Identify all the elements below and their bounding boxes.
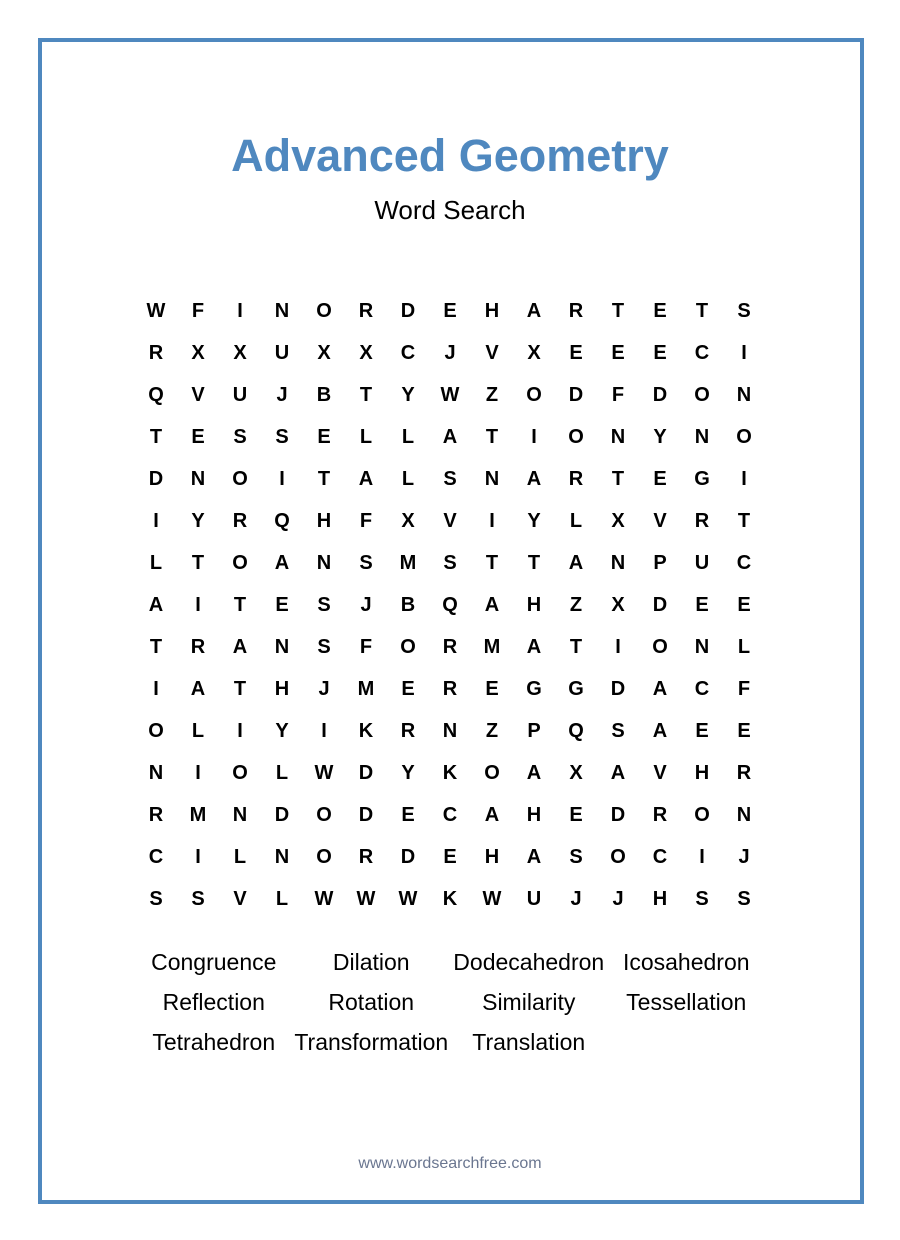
grid-letter: L — [233, 845, 247, 868]
grid-letter: O — [400, 635, 416, 658]
grid-letter: S — [317, 635, 331, 658]
grid-letter: F — [191, 299, 205, 322]
word-list — [135, 942, 765, 1062]
grid-letter: X — [191, 341, 205, 364]
grid-letter: A — [610, 761, 626, 784]
grid-row — [135, 542, 765, 584]
grid-letter: X — [611, 509, 625, 532]
grid-letter: W — [482, 887, 502, 910]
grid-letter: X — [359, 341, 373, 364]
grid-letter: W — [398, 887, 418, 910]
grid-letter: O — [316, 299, 332, 322]
grid-letter: D — [358, 761, 374, 784]
grid-letter: N — [736, 803, 752, 826]
grid-letter: R — [442, 677, 458, 700]
grid-letter: T — [191, 551, 205, 574]
grid-letter: A — [526, 467, 542, 490]
grid-letter: F — [359, 635, 373, 658]
grid-letter: E — [317, 425, 331, 448]
grid-letter: D — [358, 803, 374, 826]
grid-letter: N — [190, 467, 206, 490]
grid-letter: N — [274, 299, 290, 322]
grid-letter: N — [148, 761, 164, 784]
grid-letter: L — [401, 467, 415, 490]
grid-letter: O — [610, 845, 626, 868]
word-item: Transformation — [294, 1029, 449, 1055]
grid-letter: I — [195, 761, 201, 784]
grid-letter: T — [485, 551, 499, 574]
grid-letter: S — [611, 719, 625, 742]
grid-letter: S — [695, 887, 709, 910]
grid-letter: N — [274, 845, 290, 868]
grid-letter: A — [652, 677, 668, 700]
grid-letter: G — [526, 677, 542, 700]
grid-row — [135, 752, 765, 794]
grid-letter: L — [191, 719, 205, 742]
grid-letter: V — [443, 509, 457, 532]
grid-letter: R — [400, 719, 416, 742]
grid-letter: S — [737, 299, 751, 322]
grid-row — [135, 836, 765, 878]
grid-letter: N — [694, 635, 710, 658]
grid-letter: P — [653, 551, 667, 574]
grid-letter: R — [652, 803, 668, 826]
grid-letter: Z — [569, 593, 583, 616]
grid-row — [135, 794, 765, 836]
grid-letter: T — [149, 425, 163, 448]
grid-letter: S — [569, 845, 583, 868]
grid-letter: E — [401, 677, 415, 700]
grid-letter: P — [527, 719, 541, 742]
grid-letter: C — [652, 845, 668, 868]
grid-letter: T — [737, 509, 751, 532]
grid-letter: T — [233, 677, 247, 700]
grid-letter: T — [569, 635, 583, 658]
word-item: Tetrahedron — [152, 1029, 276, 1055]
grid-letter: E — [737, 719, 751, 742]
word-item: Icosahedron — [622, 949, 750, 975]
grid-letter: H — [274, 677, 290, 700]
grid-letter: J — [570, 887, 582, 910]
grid-letter: I — [321, 719, 327, 742]
grid-letter: H — [694, 761, 710, 784]
word-item: Congruence — [151, 949, 277, 975]
grid-letter: R — [232, 509, 248, 532]
grid-letter: L — [359, 425, 373, 448]
grid-letter: A — [148, 593, 164, 616]
grid-letter: I — [615, 635, 621, 658]
grid-letter: X — [569, 761, 583, 784]
grid-letter: U — [526, 887, 542, 910]
word-list-row — [135, 982, 765, 1022]
page-subtitle: Word Search — [374, 195, 526, 225]
grid-row — [135, 458, 765, 500]
grid-letter: E — [485, 677, 499, 700]
grid-letter: N — [610, 551, 626, 574]
grid-letter: E — [653, 467, 667, 490]
grid-letter: J — [738, 845, 750, 868]
grid-letter: C — [736, 551, 752, 574]
grid-letter: A — [484, 803, 500, 826]
grid-letter: D — [148, 467, 164, 490]
grid-letter: D — [568, 383, 584, 406]
grid-letter: T — [695, 299, 709, 322]
grid-letter: E — [569, 803, 583, 826]
grid-letter: A — [232, 635, 248, 658]
grid-letter: I — [237, 719, 243, 742]
grid-letter: A — [526, 635, 542, 658]
grid-letter: N — [274, 635, 290, 658]
grid-row — [135, 626, 765, 668]
grid-letter: O — [652, 635, 668, 658]
word-list-row — [135, 1022, 765, 1062]
grid-letter: A — [568, 551, 584, 574]
grid-letter: W — [356, 887, 376, 910]
grid-letter: S — [191, 887, 205, 910]
grid-letter: E — [737, 593, 751, 616]
grid-letter: K — [442, 761, 458, 784]
grid-letter: A — [442, 425, 458, 448]
grid-letter: W — [314, 887, 334, 910]
grid-letter: Q — [274, 509, 290, 532]
grid-letter: D — [400, 845, 416, 868]
grid-letter: R — [358, 299, 374, 322]
grid-letter: J — [444, 341, 456, 364]
grid-letter: T — [359, 383, 373, 406]
grid-letter: X — [527, 341, 541, 364]
grid-letter: J — [276, 383, 288, 406]
grid-letter: Q — [148, 383, 164, 406]
grid-letter: L — [737, 635, 751, 658]
word-list-row — [135, 942, 765, 982]
grid-letter: S — [149, 887, 163, 910]
grid-row — [135, 710, 765, 752]
grid-letter: W — [440, 383, 460, 406]
grid-letter: K — [442, 887, 458, 910]
grid-letter: N — [442, 719, 458, 742]
grid-letter: U — [274, 341, 290, 364]
grid-letter: R — [190, 635, 206, 658]
grid-letter: X — [611, 593, 625, 616]
grid-letter: A — [484, 593, 500, 616]
grid-letter: A — [358, 467, 374, 490]
grid-letter: J — [318, 677, 330, 700]
grid-letter: B — [316, 383, 332, 406]
grid-letter: J — [612, 887, 624, 910]
word-item: Translation — [472, 1029, 586, 1055]
grid-letter: I — [741, 467, 747, 490]
grid-letter: A — [526, 845, 542, 868]
grid-letter: F — [611, 383, 625, 406]
grid-letter: Z — [485, 383, 499, 406]
grid-letter: E — [611, 341, 625, 364]
page-title: Advanced Geometry — [231, 130, 669, 181]
grid-letter: O — [526, 383, 542, 406]
grid-letter: C — [400, 341, 416, 364]
grid-letter: O — [148, 719, 164, 742]
grid-letter: K — [358, 719, 374, 742]
grid-letter: E — [653, 299, 667, 322]
grid-letter: O — [232, 551, 248, 574]
word-item: Similarity — [482, 989, 576, 1015]
word-item: Rotation — [328, 989, 415, 1015]
grid-letter: D — [610, 677, 626, 700]
grid-row — [135, 332, 765, 374]
grid-letter: T — [527, 551, 541, 574]
grid-letter: R — [736, 761, 752, 784]
grid-letter: O — [316, 803, 332, 826]
grid-letter: E — [275, 593, 289, 616]
grid-letter: F — [737, 677, 751, 700]
grid-letter: I — [153, 677, 159, 700]
grid-letter: Y — [653, 425, 667, 448]
grid-letter: D — [274, 803, 290, 826]
grid-row — [135, 374, 765, 416]
grid-letter: Q — [442, 593, 458, 616]
grid-letter: L — [149, 551, 163, 574]
grid-letter: C — [694, 677, 710, 700]
grid-letter: H — [316, 509, 332, 532]
grid-row — [135, 878, 765, 920]
grid-letter: M — [357, 677, 375, 700]
grid-letter: O — [694, 383, 710, 406]
grid-letter: D — [610, 803, 626, 826]
grid-letter: U — [232, 383, 248, 406]
grid-letter: I — [195, 845, 201, 868]
grid-letter: C — [442, 803, 458, 826]
grid-letter: A — [526, 761, 542, 784]
grid-letter: R — [148, 341, 164, 364]
grid-letter: E — [443, 299, 457, 322]
grid-letter: V — [233, 887, 247, 910]
grid-letter: G — [568, 677, 584, 700]
grid-letter: B — [400, 593, 416, 616]
grid-letter: T — [317, 467, 331, 490]
grid-row — [135, 500, 765, 542]
grid-letter: E — [191, 425, 205, 448]
grid-letter: A — [274, 551, 290, 574]
letter-grid — [135, 290, 765, 920]
grid-letter: O — [232, 761, 248, 784]
grid-letter: R — [694, 509, 710, 532]
grid-letter: N — [316, 551, 332, 574]
grid-letter: V — [653, 509, 667, 532]
grid-letter: R — [568, 467, 584, 490]
grid-letter: H — [652, 887, 668, 910]
grid-letter: D — [400, 299, 416, 322]
grid-letter: I — [531, 425, 537, 448]
grid-letter: Q — [568, 719, 584, 742]
grid-letter: Y — [191, 509, 205, 532]
grid-row — [135, 584, 765, 626]
grid-letter: M — [189, 803, 207, 826]
grid-row — [135, 290, 765, 332]
grid-letter: R — [442, 635, 458, 658]
grid-letter: T — [485, 425, 499, 448]
grid-letter: D — [652, 383, 668, 406]
footer-url: www.wordsearchfree.com — [358, 1155, 542, 1172]
grid-letter: E — [653, 341, 667, 364]
grid-letter: L — [275, 887, 289, 910]
grid-letter: N — [736, 383, 752, 406]
grid-letter: E — [401, 803, 415, 826]
grid-letter: R — [358, 845, 374, 868]
grid-row — [135, 668, 765, 710]
grid-letter: R — [148, 803, 164, 826]
word-item: Tessellation — [626, 989, 747, 1015]
grid-letter: R — [568, 299, 584, 322]
grid-letter: I — [279, 467, 285, 490]
grid-letter: T — [233, 593, 247, 616]
grid-letter: Z — [485, 719, 499, 742]
grid-letter: N — [694, 425, 710, 448]
grid-letter: S — [737, 887, 751, 910]
grid-letter: L — [275, 761, 289, 784]
grid-letter: I — [489, 509, 495, 532]
grid-letter: I — [699, 845, 705, 868]
grid-letter: Y — [401, 761, 415, 784]
grid-letter: S — [359, 551, 373, 574]
grid-letter: F — [359, 509, 373, 532]
grid-letter: Y — [275, 719, 289, 742]
word-item: Dodecahedron — [453, 949, 605, 975]
grid-letter: M — [399, 551, 417, 574]
grid-letter: O — [232, 467, 248, 490]
grid-letter: I — [741, 341, 747, 364]
grid-letter: W — [146, 299, 166, 322]
grid-letter: Y — [527, 509, 541, 532]
grid-letter: X — [233, 341, 247, 364]
grid-letter: T — [611, 467, 625, 490]
grid-letter: X — [401, 509, 415, 532]
grid-letter: N — [610, 425, 626, 448]
grid-letter: G — [694, 467, 710, 490]
grid-letter: H — [484, 845, 500, 868]
grid-letter: E — [443, 845, 457, 868]
grid-letter: M — [483, 635, 501, 658]
grid-letter: N — [484, 467, 500, 490]
grid-letter: O — [484, 761, 500, 784]
grid-letter: A — [652, 719, 668, 742]
grid-letter: C — [694, 341, 710, 364]
grid-letter: C — [148, 845, 164, 868]
grid-letter: S — [443, 467, 457, 490]
grid-letter: N — [232, 803, 248, 826]
grid-letter: S — [233, 425, 247, 448]
grid-letter: S — [275, 425, 289, 448]
grid-letter: U — [694, 551, 710, 574]
grid-letter: O — [694, 803, 710, 826]
grid-letter: I — [237, 299, 243, 322]
grid-letter: E — [695, 719, 709, 742]
grid-letter: T — [611, 299, 625, 322]
grid-letter: I — [153, 509, 159, 532]
grid-letter: L — [569, 509, 583, 532]
grid-letter: S — [317, 593, 331, 616]
grid-letter: S — [443, 551, 457, 574]
grid-letter: Y — [401, 383, 415, 406]
grid-letter: V — [191, 383, 205, 406]
word-item: Reflection — [162, 989, 265, 1015]
grid-letter: A — [190, 677, 206, 700]
grid-letter: E — [695, 593, 709, 616]
grid-row — [135, 416, 765, 458]
grid-letter: X — [317, 341, 331, 364]
grid-letter: H — [526, 803, 542, 826]
grid-letter: E — [569, 341, 583, 364]
grid-letter: A — [526, 299, 542, 322]
grid-letter: L — [401, 425, 415, 448]
grid-letter: O — [316, 845, 332, 868]
grid-letter: D — [652, 593, 668, 616]
grid-letter: T — [149, 635, 163, 658]
grid-letter: J — [360, 593, 372, 616]
grid-letter: I — [195, 593, 201, 616]
grid-letter: W — [314, 761, 334, 784]
grid-letter: O — [736, 425, 752, 448]
grid-letter: H — [484, 299, 500, 322]
grid-letter: V — [485, 341, 499, 364]
grid-letter: H — [526, 593, 542, 616]
grid-letter: V — [653, 761, 667, 784]
word-item: Dilation — [332, 949, 410, 975]
grid-letter: O — [568, 425, 584, 448]
